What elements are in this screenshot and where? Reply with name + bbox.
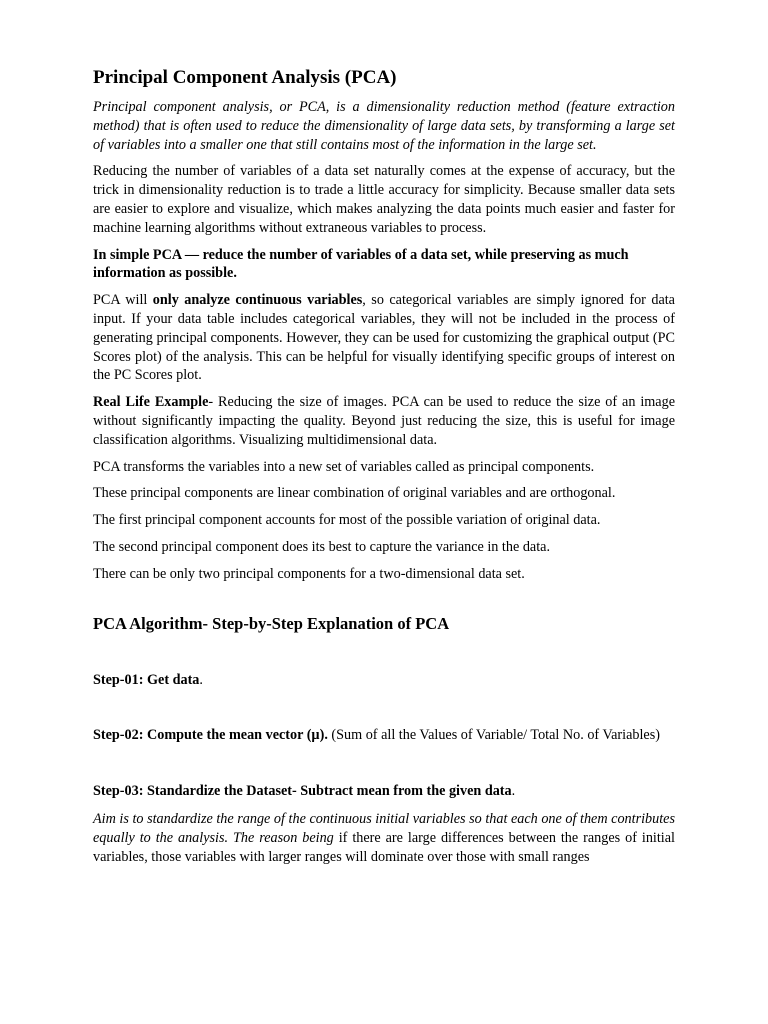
aim-italic: Aim is to standardize the range of the continuous initial variables so that each one of them contributes equally to the analysis. The reason being [93, 810, 675, 846]
summary-statement: In simple PCA — reduce the number of variables of a data set, while preserving as much information as possible. [93, 246, 629, 282]
real-life-example-paragraph [93, 393, 675, 449]
step-02-text: (Sum of all the Values of Variable/ Total No. of Variables) [327, 727, 660, 744]
aim-paragraph [93, 810, 675, 866]
step-03 [93, 782, 675, 801]
fact-line: PCA transforms the variables into a new set of variables called as principal components. [93, 458, 595, 475]
fact-line: There can be only two principal components for a two-dimensional data set. [93, 565, 525, 582]
continuous-prefix: PCA will [93, 292, 153, 309]
tradeoff-paragraph: Reducing the number of variables of a data set naturally comes at the expense of accuracy, but the trick in dimensionality reduction is to trade a little accuracy for simplicity. Because smaller data sets are easier to explore and visualize, which makes analyzing the data points much easier and faster for machine learning algorithms without extraneous variables to process. [93, 163, 675, 236]
fact-line: These principal components are linear combination of original variables and are orthogonal. [93, 485, 616, 502]
algorithm-heading: PCA Algorithm- Step-by-Step Explanation of PCA [93, 613, 450, 633]
continuous-variables-paragraph [93, 291, 675, 385]
aim-text: if there are large differences between the ranges of initial variables, those variables with larger ranges will dominate over those with small ranges [93, 829, 675, 865]
fact-line: The second principal component does its best to capture the variance in the data. [93, 538, 550, 555]
step-01-label: Step-01: Get data [93, 671, 200, 688]
step-02-label: Step-02: Compute the mean vector (µ). [93, 727, 328, 744]
step-01-text: . [199, 671, 203, 688]
continuous-rest: , so categorical variables are simply ignored for data input. If your data table includes categorical variables, they will not be included in the process of generating principal components. However, they can be used for customizing the graphical output (PC Scores plot) of the analysis. This can be helpful for visually identifying specific groups of interest on the PC Scores plot. [93, 292, 675, 384]
document-title: Principal Component Analysis (PCA) [93, 67, 397, 88]
fact-line: The first principal component accounts for most of the possible variation of original data. [93, 512, 601, 529]
step-02 [93, 726, 675, 745]
step-01 [93, 671, 675, 690]
continuous-emphasis: only analyze continuous variables [152, 292, 363, 309]
real-life-label: Real Life Example [93, 394, 209, 411]
step-03-label: Step-03: Standardize the Dataset- Subtract mean from the given data [93, 783, 512, 800]
step-03-text: . [511, 783, 516, 800]
document-page [93, 66, 675, 874]
real-life-text: - Reducing the size of images. PCA can be used to reduce the size of an image without significantly impacting the quality. Beyond just reducing the size, this is useful for image classification algorithms. Visualizing multidimensional data. [93, 394, 675, 448]
intro-paragraph: Principal component analysis, or PCA, is a dimensionality reduction method (feature extraction method) that is often used to reduce the dimensionality of large data sets, by transforming a large set of variables into a smaller one that still contains most of the information in the large set. [93, 99, 675, 153]
